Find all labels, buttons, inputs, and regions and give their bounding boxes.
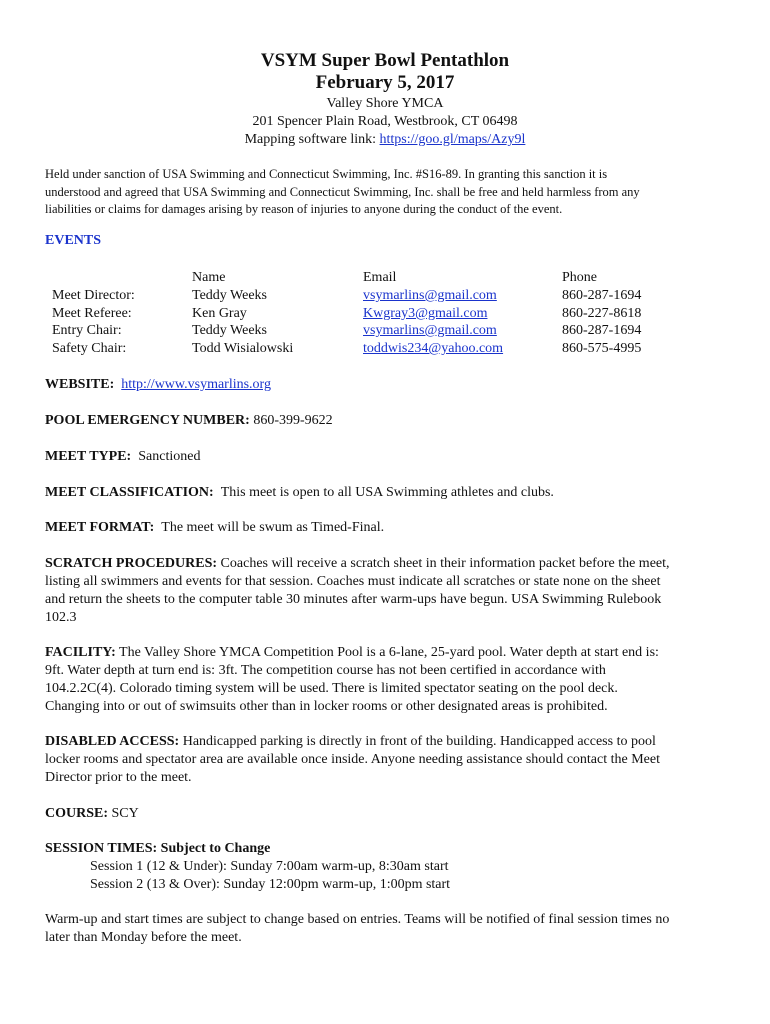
meet-title: VSYM Super Bowl Pentathlon xyxy=(260,50,510,71)
meet-classification-value: This meet is open to all USA Swimming athletes and clubs. xyxy=(220,485,554,500)
scratch-text: listing all swimmers and events for that session. Coaches must indicate all scratches or state none on the sheet xyxy=(45,574,661,589)
website-link[interactable]: http://www.vsymarlins.org xyxy=(121,377,271,392)
meet-classification-line xyxy=(45,484,554,502)
contact-phone: 860-287-1694 xyxy=(562,323,642,338)
disabled-label: DISABLED ACCESS: xyxy=(45,734,180,749)
contact-email-link[interactable]: Kwgray3@gmail.com xyxy=(363,306,488,321)
role-meet-director: Meet Director: xyxy=(52,288,135,303)
venue-address: 201 Spencer Plain Road, Westbrook, CT 06498 xyxy=(252,114,518,129)
facility-label: FACILITY: xyxy=(45,645,116,660)
facility-text: Changing into or out of swimsuits other than in locker rooms or other designated areas is prohibited. xyxy=(45,699,608,714)
pool-emergency-line xyxy=(45,412,333,430)
meet-classification-label: MEET CLASSIFICATION: xyxy=(45,485,214,500)
meet-type-value: Sanctioned xyxy=(138,449,201,464)
column-header-name: Name xyxy=(192,270,226,285)
meet-format-line xyxy=(45,519,384,537)
meet-date: February 5, 2017 xyxy=(315,72,455,93)
column-header-email: Email xyxy=(363,270,397,285)
course-line xyxy=(45,805,139,823)
warmup-note: Warm-up and start times are subject to change based on entries. Teams will be notified of final session times no xyxy=(45,912,670,927)
meet-format-label: MEET FORMAT: xyxy=(45,520,155,535)
contact-email-link[interactable]: vsymarlins@gmail.com xyxy=(363,323,497,338)
disabled-text: Handicapped parking is directly in front of the building. Handicapped access to pool xyxy=(182,734,656,749)
contact-email-link[interactable]: toddwis234@yahoo.com xyxy=(363,341,504,356)
disabled-text: locker rooms and spectator area are available once inside. Anyone needing assistance should contact the Meet xyxy=(45,752,660,767)
pool-emergency-number: 860-399-9622 xyxy=(253,413,333,428)
column-header-phone: Phone xyxy=(562,270,597,285)
role-safety-chair: Safety Chair: xyxy=(52,341,127,356)
session-times-heading xyxy=(45,840,270,858)
contact-email-link[interactable]: vsymarlins@gmail.com xyxy=(363,288,497,303)
facility-text: 9ft. Water depth at turn end is: 3ft. The competition course has not been certified in accordance with xyxy=(45,663,606,678)
meet-format-value: The meet will be swum as Timed-Final. xyxy=(161,520,385,535)
scratch-label: SCRATCH PROCEDURES: xyxy=(45,556,218,571)
mapping-label: Mapping software link: xyxy=(244,132,380,147)
scratch-line xyxy=(45,555,670,573)
pool-emergency-label: POOL EMERGENCY NUMBER: xyxy=(45,413,250,428)
contact-name: Todd Wisialowski xyxy=(192,341,294,356)
sanction-line: understood and agreed that USA Swimming and Connecticut Swimming, Inc. shall be free and held harmless from any xyxy=(45,185,640,199)
session-times-label: SESSION TIMES: Subject to Change xyxy=(45,841,271,856)
facility-text: The Valley Shore YMCA Competition Pool is a 6-lane, 25-yard pool. Water depth at start end is: xyxy=(119,645,659,660)
website-label: WEBSITE: xyxy=(45,377,115,392)
scratch-text: 102.3 xyxy=(45,610,77,625)
mapping-link[interactable]: https://goo.gl/maps/Azy9l xyxy=(379,132,526,147)
contact-phone: 860-227-8618 xyxy=(562,306,642,321)
course-value: SCY xyxy=(111,806,139,821)
sanction-line: Held under sanction of USA Swimming and Connecticut Swimming, Inc. #S16-89. In granting this sanction it is xyxy=(45,167,608,181)
venue-name: Valley Shore YMCA xyxy=(326,96,444,111)
role-entry-chair: Entry Chair: xyxy=(52,323,122,338)
facility-text: 104.2.2C(4). Colorado timing system will be used. There is limited spectator seating on the pool deck. xyxy=(45,681,618,696)
sanction-line: liabilities or claims for damages arising by reason of injuries to anyone during the conduct of the event. xyxy=(45,202,563,216)
scratch-text: and return the sheets to the computer table 30 minutes after warm-ups have begun. USA Swimming Rulebook xyxy=(45,592,662,607)
session-item: Session 2 (13 & Over): Sunday 12:00pm warm-up, 1:00pm start xyxy=(90,877,451,892)
facility-line xyxy=(45,644,659,662)
contact-phone: 860-575-4995 xyxy=(562,341,642,356)
meet-type-line xyxy=(45,448,200,466)
mapping-line xyxy=(0,131,770,149)
session-item: Session 1 (12 & Under): Sunday 7:00am warm-up, 8:30am start xyxy=(90,859,449,874)
meet-type-label: MEET TYPE: xyxy=(45,449,132,464)
disabled-line xyxy=(45,733,656,751)
contact-phone: 860-287-1694 xyxy=(562,288,642,303)
events-heading[interactable]: EVENTS xyxy=(45,233,102,248)
contact-name: Teddy Weeks xyxy=(192,288,268,303)
disabled-text: Director prior to the meet. xyxy=(45,770,192,785)
warmup-note: later than Monday before the meet. xyxy=(45,930,242,945)
course-label: COURSE: xyxy=(45,806,109,821)
role-meet-referee: Meet Referee: xyxy=(52,306,132,321)
contact-name: Teddy Weeks xyxy=(192,323,268,338)
website-line xyxy=(45,376,271,394)
scratch-text: Coaches will receive a scratch sheet in their information packet before the meet, xyxy=(220,556,670,571)
contact-name: Ken Gray xyxy=(192,306,247,321)
